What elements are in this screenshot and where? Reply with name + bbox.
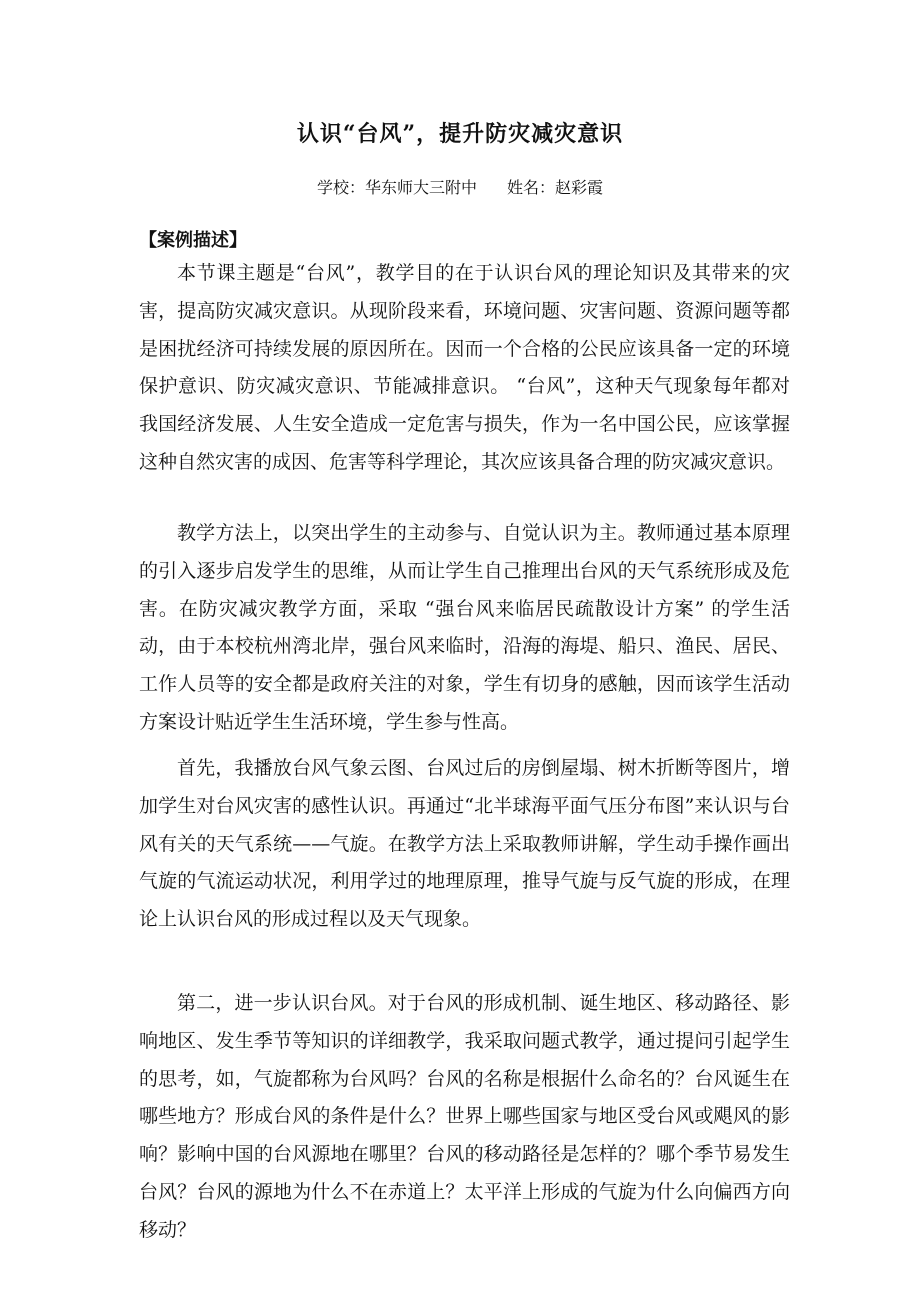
school-name: 学校：华东师大三附中 [316,178,477,197]
paragraph-3: 首先，我播放台风气象云图、台风过后的房倒屋塌、树木折断等图片，增加学生对台风灾害的感性认识。再通过“北半球海平面气压分布图”来认识与台风有关的天气系统——气旋。在教学方法上采取教师讲解，学生动手操作画出气旋的气流运动状况，利用学过的地理原理，推导气旋与反气旋的形成，在理论上认识台风的形成过程以及天气现象。 [139,757,790,931]
author-name: 姓名：赵彩霞 [507,178,604,197]
paragraph-1: 本节课主题是“台风”，教学目的在于认识台风的理论知识及其带来的灾害，提高防灾减灾意识。从现阶段来看，环境问题、灾害问题、资源问题等都是困扰经济可持续发展的原因所在。因而一个合格的公民应该具备一定的环境保护意识、防灾减灾意识、节能减排意识。 “台风”，这种天气现象每年都对我国经济发展、人生安全造成一定危害与损失，作为一名中国公民，应该掌握这种自然灾害的成因、危害等科学理论，其次应该具备合理的防灾减灾意识。 [139,262,790,473]
document-title: 认识“台风”，提升防灾减灾意识 [296,121,624,147]
paragraph-4: 第二，进一步认识台风。对于台风的形成机制、诞生地区、移动路径、影响地区、发生季节等知识的详细教学，我采取问题式教学，通过提问引起学生的思考，如，气旋都称为台风吗？台风的名称是根据什么命名的？台风诞生在哪些地方？形成台风的条件是什么？世界上哪些国家与地区受台风或飓风的影响？影响中国的台风源地在哪里？台风的移动路径是怎样的？哪个季节易发生台风？台风的源地为什么不在赤道上？太平洋上形成的气旋为什么向偏西方向移动？ [139,992,790,1241]
author-info [0,176,920,200]
section-heading: 【案例描述】 [139,230,247,251]
paragraph-2: 教学方法上，以突出学生的主动参与、自觉认识为主。教师通过基本原理的引入逐步启发学生的思维，从而让学生自己推理出台风的天气系统形成及危害。在防灾减灾教学方面，采取 “强台风来临居民疏散设计方案” 的学生活动，由于本校杭州湾北岸，强台风来临时，沿海的海堤、船只、渔民、居民、工作人员等的安全都是政府关注的对象，学生有切身的感触，因而该学生活动方案设计贴近学生生活环境，学生参与性高。 [139,522,790,733]
